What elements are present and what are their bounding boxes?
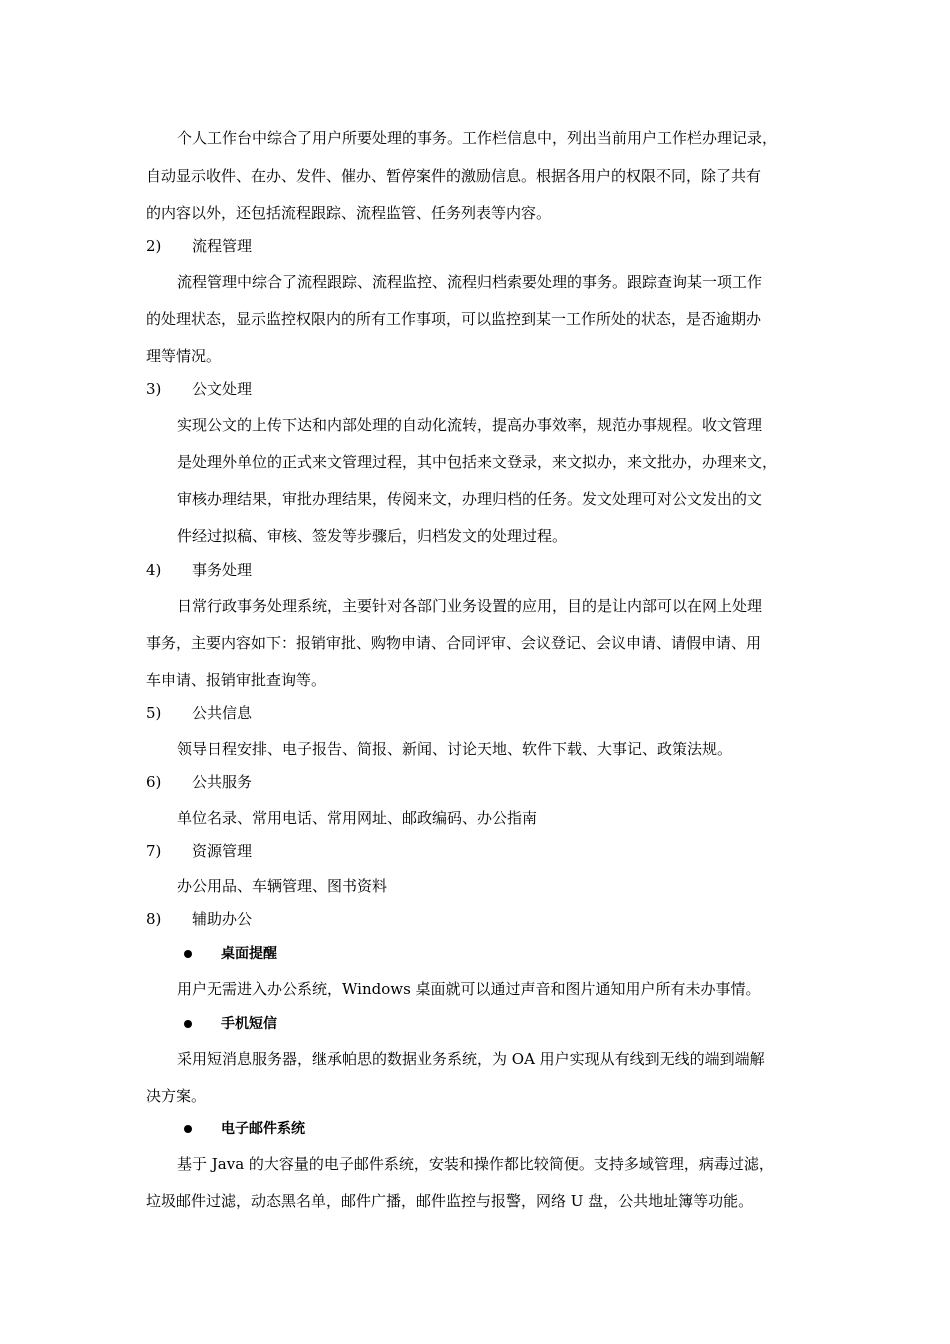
paragraph-line: 件经过拟稿、审核、签发等步骤后，归档发文的处理过程。 xyxy=(177,527,568,545)
intro-line: 的内容以外，还包括流程跟踪、流程监管、任务列表等内容。 xyxy=(146,204,552,222)
section-title: 事务处理 xyxy=(192,561,253,579)
bullet-title: 手机短信 xyxy=(221,1016,277,1032)
paragraph-line: 理等情况。 xyxy=(146,347,222,365)
section-title: 资源管理 xyxy=(192,842,253,860)
section-number: 6) xyxy=(146,773,162,791)
section-title: 公文处理 xyxy=(192,380,253,398)
intro-line: 自动显示收件、在办、发件、催办、暂停案件的激励信息。根据各用户的权限不同，除了共有 xyxy=(146,167,762,185)
paragraph-line: 的处理状态，显示监控权限内的所有工作事项，可以监控到某一工作所处的状态，是否逾期办 xyxy=(146,310,762,328)
section-title: 公共信息 xyxy=(192,704,253,722)
bullet-title: 电子邮件系统 xyxy=(221,1121,305,1137)
paragraph-line: 垃圾邮件过滤，动态黑名单，邮件广播，邮件监控与报警，网络 U 盘，公共地址簿等功能。 xyxy=(146,1192,754,1210)
paragraph-line: 车申请、报销审批查询等。 xyxy=(146,671,327,689)
section-number: 4) xyxy=(146,561,162,579)
paragraph-line: 采用短消息服务器，继承帕思的数据业务系统，为 OA 用户实现从有线到无线的端到端解 xyxy=(177,1050,765,1068)
paragraph-line: 决方案。 xyxy=(146,1087,207,1105)
section-title: 辅助办公 xyxy=(192,910,253,928)
paragraph-line: 办公用品、车辆管理、图书资料 xyxy=(177,877,388,895)
paragraph-line: 领导日程安排、电子报告、简报、新闻、讨论天地、软件下载、大事记、政策法规。 xyxy=(177,740,733,758)
paragraph-line: 事务，主要内容如下：报销审批、购物申请、合同评审、会议登记、会议申请、请假申请、用 xyxy=(146,634,762,652)
paragraph-line: 用户无需进入办公系统，Windows 桌面就可以通过声音和图片通知用户所有未办事情。 xyxy=(177,980,761,998)
paragraph-line: 基于 Java 的大容量的电子邮件系统，安装和操作都比较简便。支持多域管理，病毒过滤， xyxy=(177,1155,774,1173)
section-number: 7) xyxy=(146,842,162,860)
section-number: 8) xyxy=(146,910,162,928)
paragraph-line: 流程管理中综合了流程跟踪、流程监控、流程归档索要处理的事务。跟踪查询某一项工作 xyxy=(177,273,763,291)
section-number: 5) xyxy=(146,704,162,722)
paragraph-line: 日常行政事务处理系统，主要针对各部门业务设置的应用，目的是让内部可以在网上处理 xyxy=(177,597,763,615)
paragraph-line: 审核办理结果，审批办理结果，传阅来文，办理归档的任务。发文处理可对公文发出的文 xyxy=(177,490,763,508)
intro-line: 个人工作台中综合了用户所要处理的事务。工作栏信息中，列出当前用户工作栏办理记录， xyxy=(177,129,778,147)
paragraph-line: 单位名录、常用电话、常用网址、邮政编码、办公指南 xyxy=(177,809,538,827)
section-number: 3) xyxy=(146,380,162,398)
bullet-dot-icon xyxy=(184,1020,192,1028)
section-number: 2) xyxy=(146,237,162,255)
section-title: 流程管理 xyxy=(192,237,253,255)
bullet-dot-icon xyxy=(184,1125,192,1133)
paragraph-line: 实现公文的上传下达和内部处理的自动化流转，提高办事效率，规范办事规程。收文管理 xyxy=(177,416,763,434)
bullet-dot-icon xyxy=(184,950,192,958)
bullet-title: 桌面提醒 xyxy=(221,946,277,962)
section-title: 公共服务 xyxy=(192,773,253,791)
paragraph-line: 是处理外单位的正式来文管理过程，其中包括来文登录，来文拟办，来文批办，办理来文， xyxy=(177,453,778,471)
